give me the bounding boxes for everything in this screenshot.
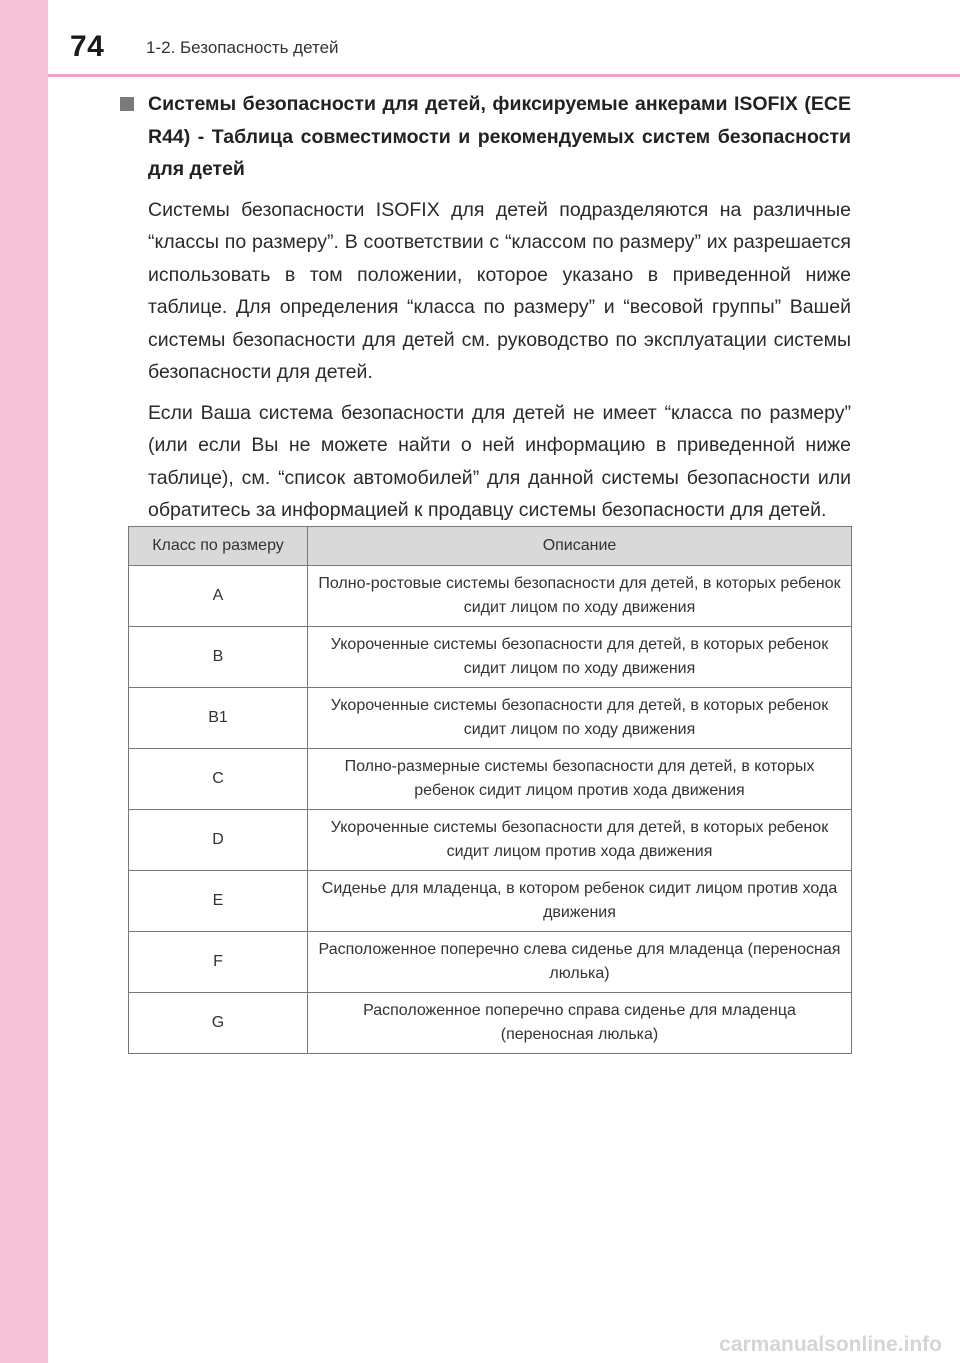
description-cell: Расположенное поперечно слева сиденье для младенца (переносная люлька) (308, 932, 852, 993)
size-class-cell: G (129, 993, 308, 1054)
size-class-cell: F (129, 932, 308, 993)
section-heading-text: Системы безопасности для детей, фиксируемые анкерами ISOFIX (ECE R44) - Таблица совместимости и рекомендуемых систем безопасности для детей (148, 93, 851, 180)
table-header-row (129, 527, 852, 566)
size-class-cell: D (129, 810, 308, 871)
section-heading (120, 88, 851, 186)
description-cell: Укороченные системы безопасности для детей, в которых ребенок сидит лицом по ходу движения (308, 627, 852, 688)
description-cell: Сиденье для младенца, в котором ребенок сидит лицом против хода движения (308, 871, 852, 932)
column-header-description: Описание (308, 527, 852, 566)
paragraph-size-classes: Системы безопасности ISOFIX для детей подразделяются на различные “классы по размеру”. В соответствии с “классом по размеру” их разрешается использовать в том положении, которое указано в приведенной ниже таблице. Для определения “класса по размеру” и “весовой группы” Вашей системы безопасности для детей см. руководство по эксплуатации системы безопасности для детей. (148, 198, 851, 383)
description-cell: Укороченные системы безопасности для детей, в которых ребенок сидит лицом по ходу движения (308, 688, 852, 749)
size-class-cell: B1 (129, 688, 308, 749)
size-class-cell: A (129, 566, 308, 627)
description-cell: Укороченные системы безопасности для детей, в которых ребенок сидит лицом против хода движения (308, 810, 852, 871)
site-watermark: carmanualsonline.info (719, 1333, 942, 1356)
table-row (129, 932, 852, 993)
table-row (129, 871, 852, 932)
section-content (120, 88, 851, 527)
size-class-table (128, 526, 852, 1054)
page-number: 74 (70, 30, 105, 63)
size-class-cell: B (129, 627, 308, 688)
column-header-size-class: Класс по размеру (129, 527, 308, 566)
table-row (129, 810, 852, 871)
description-cell: Полно-размерные системы безопасности для детей, в которых ребенок сидит лицом против хода движения (308, 749, 852, 810)
header-divider (48, 74, 960, 77)
table-row (129, 749, 852, 810)
table-row (129, 993, 852, 1054)
description-cell: Расположенное поперечно справа сиденье для младенца (переносная люлька) (308, 993, 852, 1054)
page-header (48, 0, 960, 80)
table-row (129, 688, 852, 749)
size-class-cell: C (129, 749, 308, 810)
section-breadcrumb: 1-2. Безопасность детей (146, 38, 339, 57)
pink-sidebar (0, 0, 48, 1363)
table-row (129, 627, 852, 688)
size-class-cell: E (129, 871, 308, 932)
table-row (129, 566, 852, 627)
description-cell: Полно-ростовые системы безопасности для детей, в которых ребенок сидит лицом по ходу движения (308, 566, 852, 627)
paragraph-no-size-class: Если Ваша система безопасности для детей не имеет “класса по размеру” (или если Вы не можете найти о ней информацию в приведенной ниже таблице), см. “список автомобилей” для данной системы безопасности или обратитесь за информацией к продавцу системы безопасности для детей. (148, 401, 851, 521)
square-bullet-icon (120, 97, 134, 111)
